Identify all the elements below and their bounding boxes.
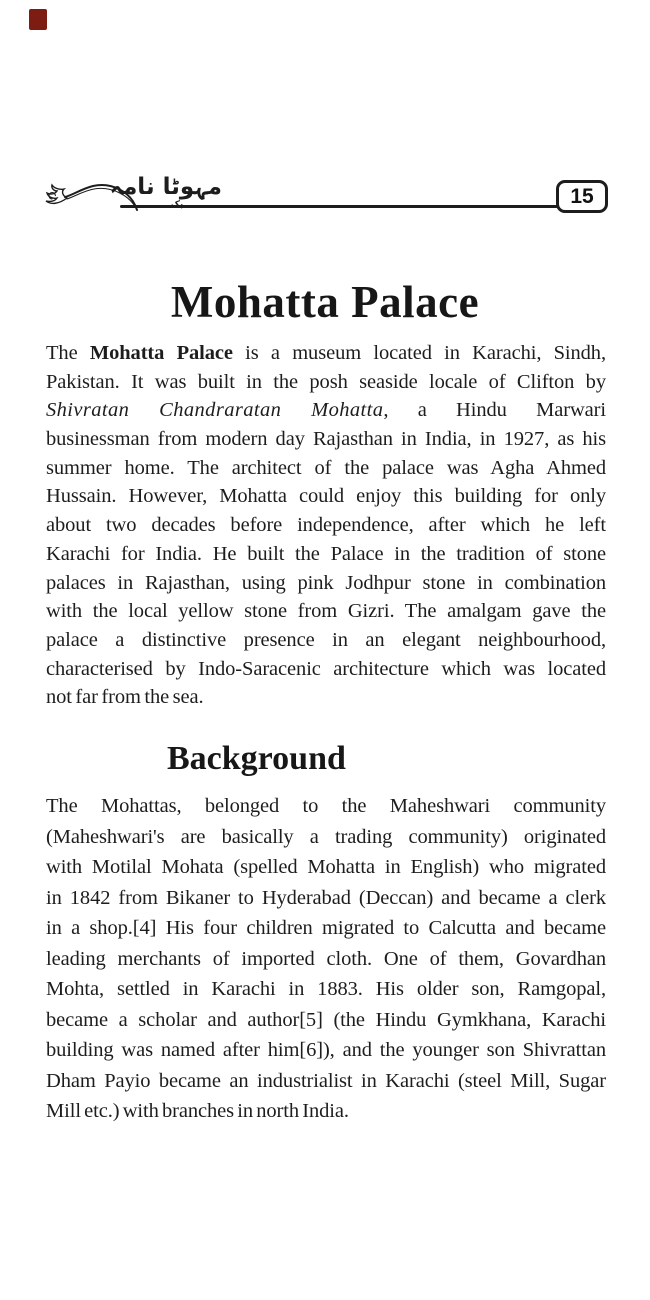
text-line: with the local yellow stone from Gizri. The amalgam gave the: [46, 600, 606, 623]
text-line: Karachi for India. He built the Palace in the tradition of stone: [46, 542, 606, 565]
text-line: palace a distinctive presence in an elegant neighbourhood,: [46, 628, 606, 651]
text-line: not far from the sea.: [46, 686, 204, 709]
text-line: in 1842 from Bikaner to Hyderabad (Deccan) and became a clerk: [46, 886, 606, 909]
text-line: Hussain. However, Mohatta could enjoy this building for only: [46, 485, 606, 508]
page-number: 15: [570, 184, 594, 208]
text-line: palaces in Rajasthan, using pink Jodhpur stone in combination: [46, 571, 606, 594]
text-line: Dham Payio became an industrialist in Karachi (steel Mill, Sugar: [46, 1069, 606, 1092]
text-line: The Mohatta Palace is a museum located in Karachi, Sindh,: [46, 342, 606, 364]
text-line: Shivratan Chandraratan Mohatta, a Hindu Marwari: [46, 399, 606, 422]
text-line: Mill etc.) with branches in north India.: [46, 1100, 349, 1123]
header-rule: [120, 205, 560, 208]
text-line: became a scholar and author[5] (the Hindu Gymkhana, Karachi: [46, 1008, 606, 1031]
text-line: in a shop.[4] His four children migrated to Calcutta and became: [46, 917, 606, 940]
article-title: Mohatta Palace: [170, 277, 480, 327]
text-line: summer home. The architect of the palace was Agha Ahmed: [46, 456, 606, 479]
text-line: Pakistan. It was built in the posh seaside locale of Clifton by: [46, 370, 606, 393]
text-line: building was named after him[6]), and the younger son Shivrattan: [46, 1039, 606, 1062]
background-paragraph: [46, 791, 606, 1127]
text-line: leading merchants of imported cloth. One of them, Govardhan: [46, 947, 606, 970]
text-line: (Maheshwari's are basically a trading community) originated: [46, 825, 606, 848]
text-line: with Motilal Mohata (spelled Mohatta in English) who migrated: [46, 856, 606, 879]
page-number-badge: [556, 180, 608, 213]
text-line: Mohta, settled in Karachi in 1883. His older son, Ramgopal,: [46, 978, 606, 1001]
intro-paragraph: [46, 339, 606, 712]
text-line: about two decades before independence, after which he left: [46, 514, 606, 537]
text-line: characterised by Indo-Saracenic architecture which was located: [46, 657, 606, 680]
background-heading: Background: [167, 740, 346, 777]
text-line: The Mohattas, belonged to the Maheshwari community: [46, 795, 606, 817]
masthead-urdu-title: مہوٹا نامہ: [109, 174, 222, 200]
text-line: businessman from modern day Rajasthan in India, in 1927, as his: [46, 428, 606, 451]
red-bookmark-mark: [29, 9, 47, 30]
